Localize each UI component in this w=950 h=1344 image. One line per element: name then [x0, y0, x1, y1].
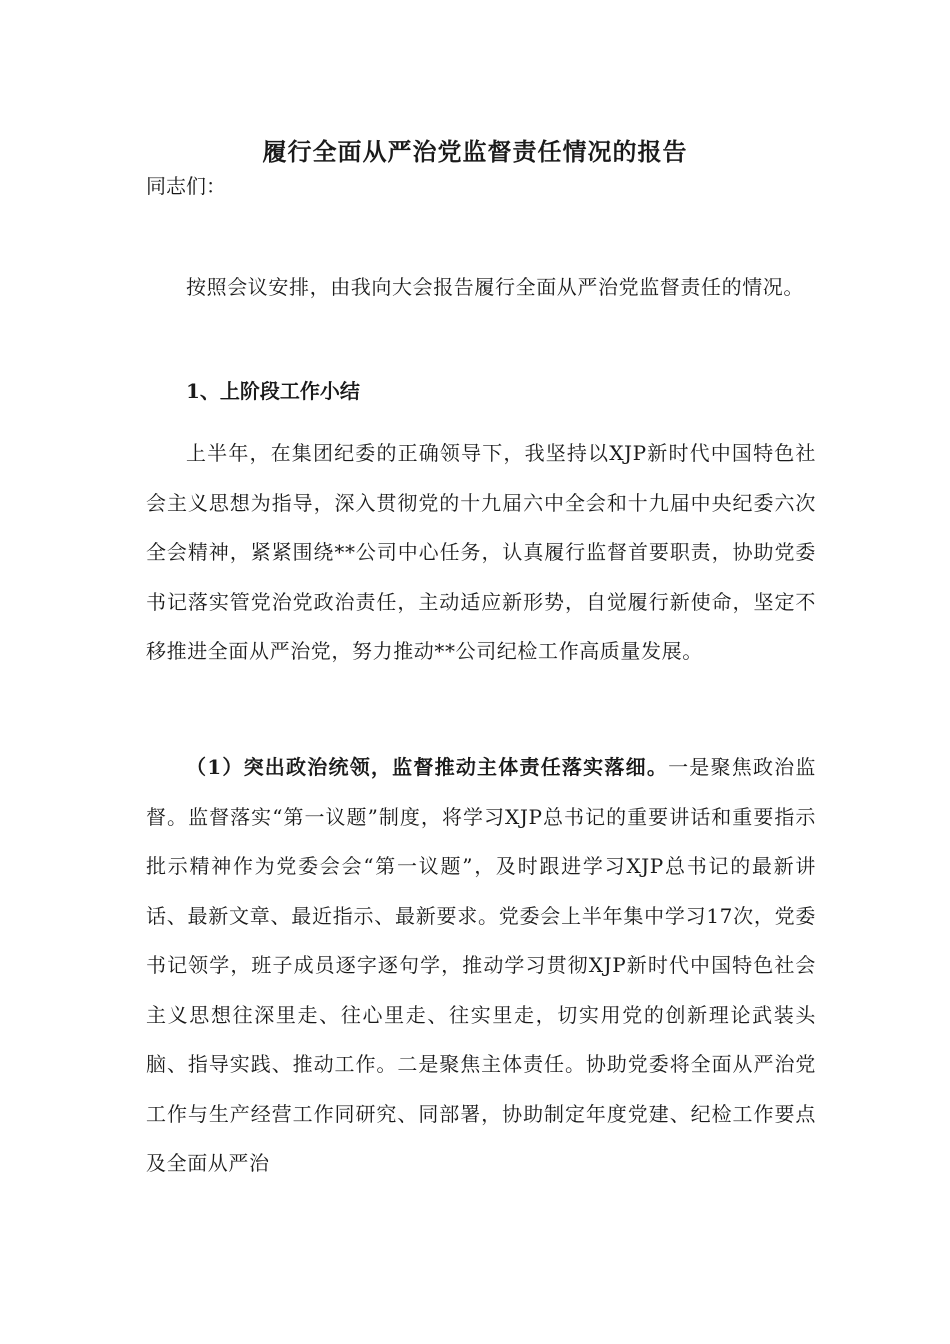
intro-paragraph: 按照会议安排，由我向大会报告履行全面从严治党监督责任的情况。	[186, 275, 804, 299]
summary-paragraph: 上半年，在集团纪委的正确领导下，我坚持以XJP新时代中国特色社会主义思想为指导，深入贯彻党的十九届六中全会和十九届中央纪委六次全会精神，紧紧围绕**公司中心任务，认真履行监督首要职责，协助党委书记落实管党治党政治责任，主动适应新形势，自觉履行新使命，坚定不移推进全面从严治党，努力推动**公司纪检工作高质量发展。	[146, 441, 816, 663]
section-heading: 1、上阶段工作小结	[186, 379, 360, 403]
item1-body: 一是聚焦政治监督。监督落实“第一议题”制度，将学习XJP总书记的重要讲话和重要指示批示精神作为党委会会“第一议题”，及时跟进学习XJP总书记的最新讲话、最新文章、最近指示、最新要求。党委会上半年集中学习17次，党委书记领学，班子成员逐字逐句学，推动学习贯彻XJP新时代中国特色社会主义思想往深里走、往心里走、往实里走，切实用党的创新理论武装头脑、指导实践、推动工作。二是聚焦主体责任。协助党委将全面从严治党工作与生产经营工作同研究、同部署，协助制定年度党建、纪检工作要点及全面从严治	[146, 755, 817, 1175]
salutation: 同志们：	[146, 174, 226, 198]
document-title: 履行全面从严治党监督责任情况的报告	[262, 137, 688, 166]
item1-paragraph	[146, 743, 816, 1189]
item1-heading: （1）突出政治统领，监督推动主体责任落实落细。	[186, 755, 669, 779]
